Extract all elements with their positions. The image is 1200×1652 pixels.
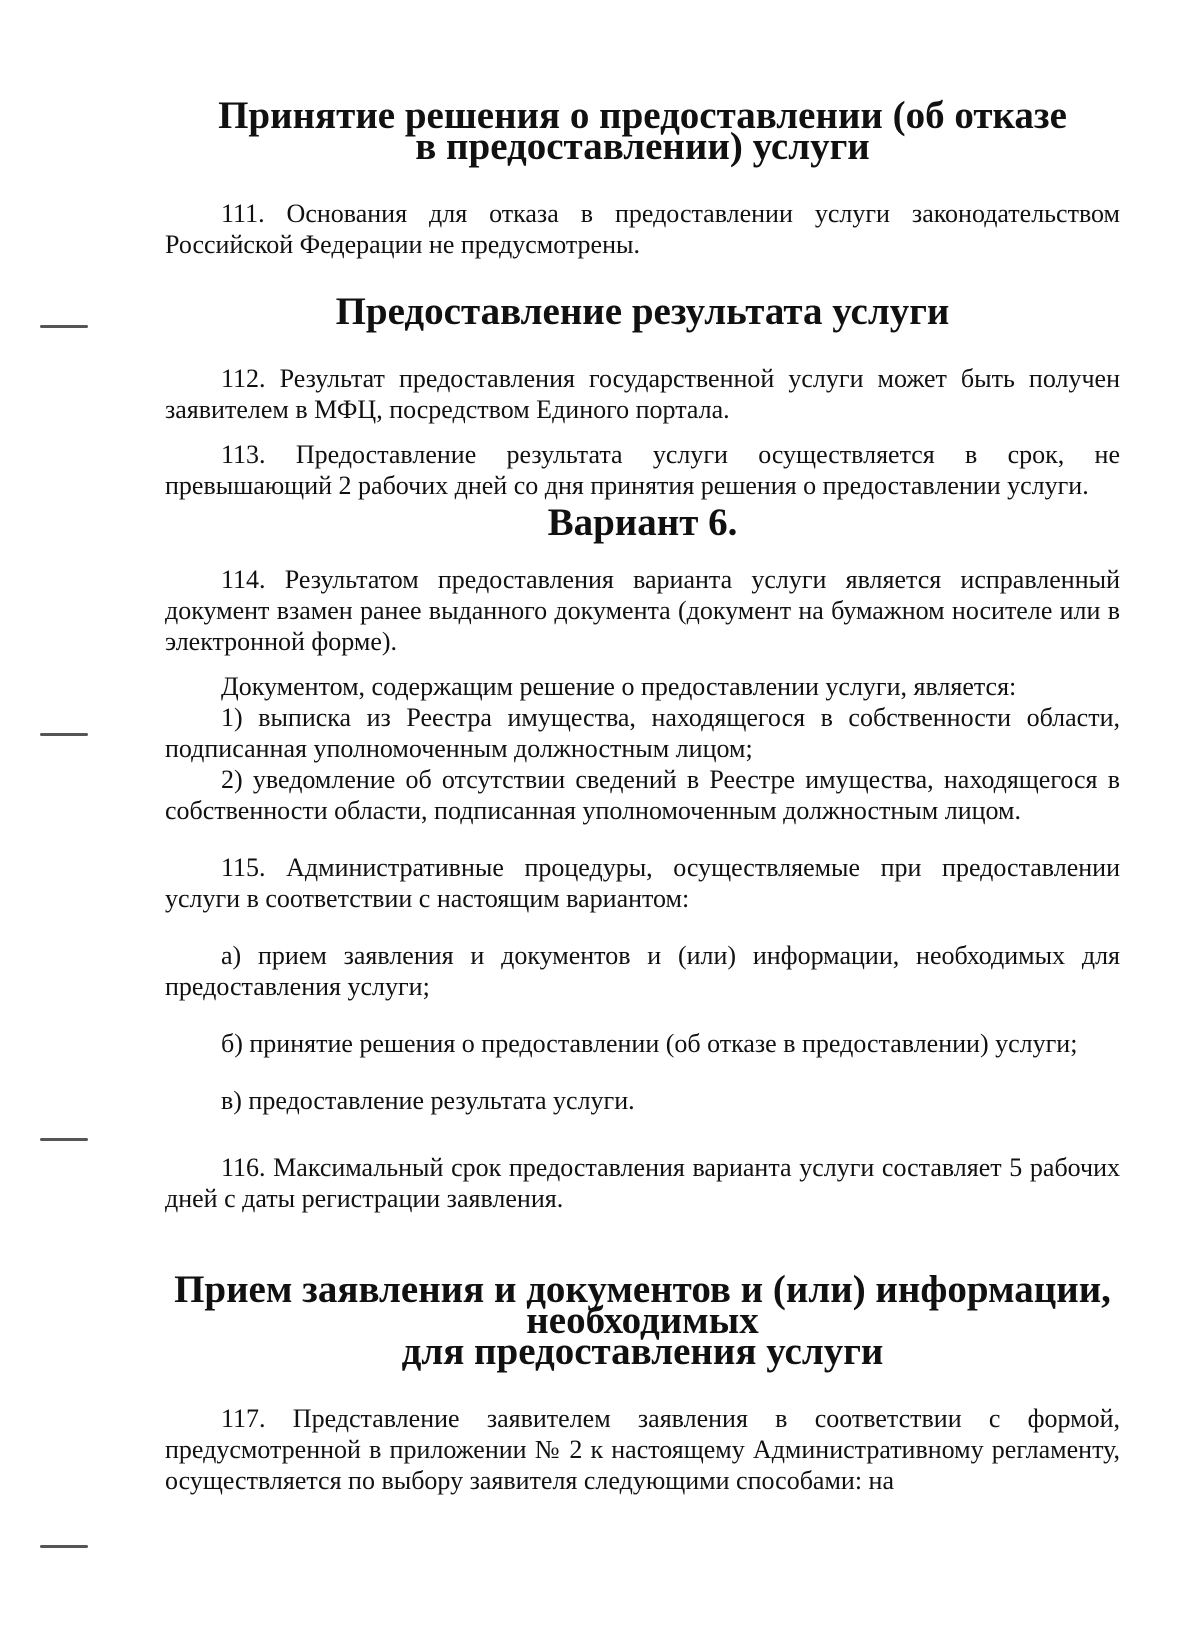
paragraph-112: 112. Результат предоставления государственной услуги может быть получен заявителем в МФЦ, посредством Единого портала.: [165, 364, 1120, 424]
paragraph-115-b: б) принятие решения о предоставлении (об отказе в предоставлении) услуги;: [221, 1029, 1078, 1058]
section-heading-application-line-2: для предоставления услуги: [401, 1330, 884, 1373]
variant-heading: Вариант 6.: [547, 501, 738, 544]
margin-punch-mark-4: [40, 1545, 88, 1548]
margin-punch-mark-1: [40, 325, 88, 328]
section-heading-result: Предоставление результата услуги: [335, 290, 950, 333]
paragraph-116: 116. Максимальный срок предоставления варианта услуги составляет 5 рабочих дней с даты регистрации заявления.: [165, 1153, 1120, 1213]
paragraph-113: 113. Предоставление результата услуги осуществляется в срок, не превышающий 2 рабочих дней со дня принятия решения о предоставлении услуги.: [165, 440, 1120, 500]
paragraph-114-item-2: 2) уведомление об отсутствии сведений в Реестре имущества, находящегося в собственности области, подписанная уполномоченным должностным лицом.: [165, 765, 1120, 825]
paragraph-114-item-1: 1) выписка из Реестра имущества, находящегося в собственности области, подписанная уполномоченным должностным лицом;: [165, 703, 1120, 763]
section-heading-decision-line-1: Принятие решения о предоставлении (об отказе: [218, 94, 1067, 137]
paragraph-115: 115. Административные процедуры, осуществляемые при предоставлении услуги в соответствии с настоящим вариантом:: [165, 853, 1120, 913]
margin-punch-mark-2: [40, 733, 88, 736]
paragraph-117: 117. Представление заявителем заявления в соответствии с формой, предусмотренной в приложении № 2 к настоящему Административному регламенту, осуществляется по выбору заявителя следующими способами: на: [165, 1404, 1120, 1495]
section-heading-application-line-1: Прием заявления и документов и (или) информации, необходимых: [174, 1268, 1111, 1342]
paragraph-115-a: а) прием заявления и документов и (или) информации, необходимых для предоставления услуги;: [165, 941, 1120, 1001]
margin-punch-mark-3: [40, 1138, 88, 1141]
section-heading-decision-line-2: в предоставлении) услуги: [415, 125, 870, 168]
paragraph-114-intro: Документом, содержащим решение о предоставлении услуги, является:: [221, 672, 1017, 701]
paragraph-114: 114. Результатом предоставления варианта услуги является исправленный документ взамен ранее выданного документа (документ на бумажном носителе или в электронной форме).: [165, 565, 1120, 656]
document-page: [165, 94, 1120, 1496]
paragraph-111: 111. Основания для отказа в предоставлении услуги законодательством Российской Федерации не предусмотрены.: [165, 199, 1120, 259]
paragraph-115-c: в) предоставление результата услуги.: [221, 1086, 635, 1115]
section-heading-decision: [165, 94, 1120, 168]
section-heading-application: [165, 1268, 1120, 1373]
